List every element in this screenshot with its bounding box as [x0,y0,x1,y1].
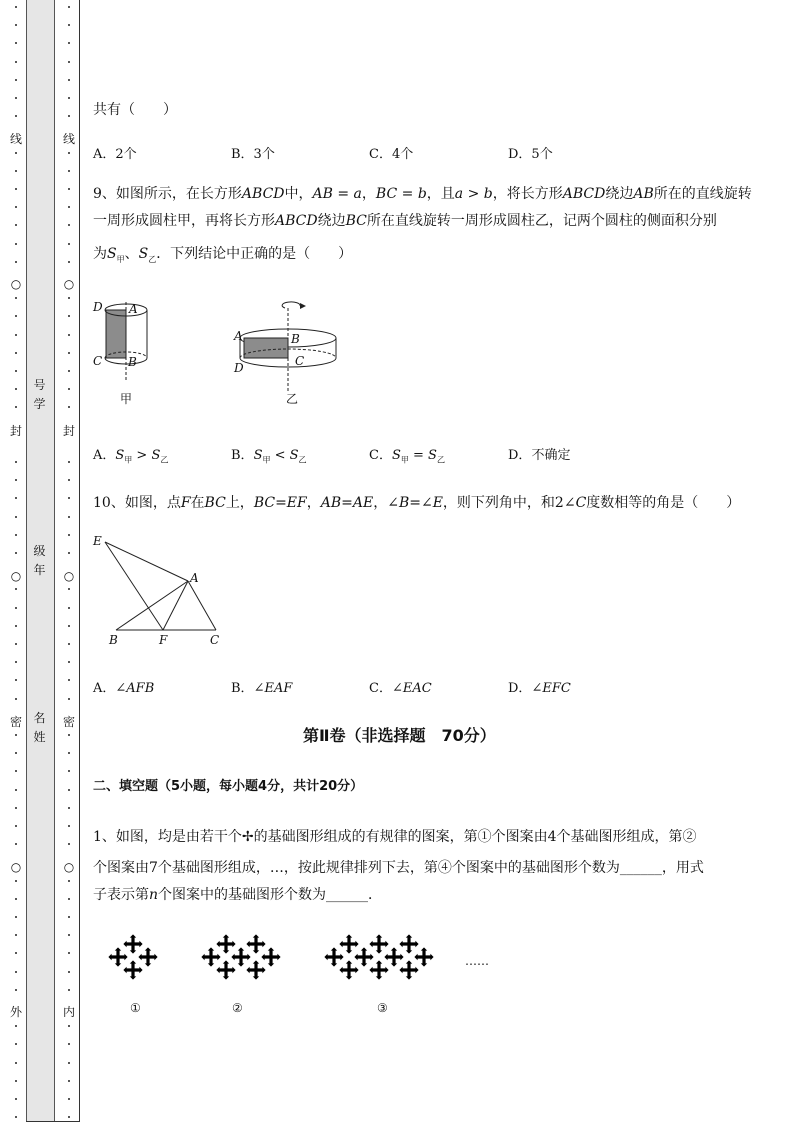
pattern-caption-1: ① [130,1001,141,1015]
jia-label-b: B [128,355,137,369]
pattern-piece [246,960,265,979]
binding-dot [68,607,70,609]
binding-dot [68,734,70,736]
pattern-piece [201,947,220,966]
q10-option-d: D．∠EFC [508,681,571,696]
binding-dot [15,261,17,263]
fill1-line-1: 1、如图，均是由若干个✢的基础图形组成的有规律的图案，第①个图案由4个基础图形组成，第② [93,829,697,845]
jia-label-d: D [93,300,103,314]
q9-option-c: C．$S_甲 = S_乙$ [369,448,445,465]
inner-label-nei: 内 [62,1005,75,1019]
binding-dot [15,388,17,390]
binding-dot [68,516,70,518]
pattern-piece [108,947,127,966]
yi-label-d: D [234,361,244,375]
binding-dot [68,42,70,44]
binding-dot [15,406,17,408]
tri-label-c: C [210,633,220,647]
tri-label-b: B [109,633,118,647]
binding-dot [68,643,70,645]
yi-label-c: C [295,354,305,368]
q10-text: 10、如图，点F在BC上，BC=EF，AB=AE，∠B=∠E，则下列角中，和2∠C度数相等的角是（ ） [93,495,741,511]
binding-dot [15,479,17,481]
pattern-figure-1 [106,932,168,982]
binding-dot [68,315,70,317]
q8-option-c: C．4个 [369,147,414,162]
pattern-ellipsis: …… [465,954,489,968]
pattern-caption-3: ③ [377,1001,388,1015]
binding-dot [15,170,17,172]
inner-dot-column [62,0,76,1123]
pattern-piece [354,947,373,966]
outer-label-xian: 线 [9,132,22,146]
name-field-label: 名姓 [33,711,46,744]
binding-dot [68,552,70,554]
binding-dot [68,679,70,681]
binding-dot [15,807,17,809]
binding-dot [15,1098,17,1100]
binding-dot [15,206,17,208]
yi-label-a: A [234,329,243,343]
triangle-figure [95,535,225,635]
binding-dot [15,607,17,609]
binding-dot [15,588,17,590]
binding-dot [68,61,70,63]
q9-option-a: A．$S_甲 > S_乙$ [93,448,169,465]
q9-line-2: 一周形成圆柱甲，再将长方形ABCD绕边BC所在直线旋转一周形成圆柱乙，记两个圆柱的侧面积分别 [93,213,717,229]
pattern-piece [339,960,358,979]
q8-tail-text: 共有（ ） [93,102,177,118]
binding-dot [15,770,17,772]
binding-dot [68,843,70,845]
binding-dot [15,334,17,336]
cylinder-yi-figure [230,298,350,398]
binding-dot [15,297,17,299]
inner-circle: ○ [63,277,75,291]
binding-dot [68,497,70,499]
pattern-piece [399,934,418,953]
binding-dot [68,206,70,208]
binding-dot [15,625,17,627]
binding-dot [68,916,70,918]
binding-dot [15,825,17,827]
binding-dot [68,461,70,463]
pattern-piece [324,947,343,966]
q10-option-a: A．∠AFB [93,681,155,696]
binding-dot [15,679,17,681]
q8-option-d: D．5个 [508,147,553,162]
binding-dot [68,115,70,117]
q10-option-b: B．∠EAF [231,681,293,696]
binding-dot [68,370,70,372]
pattern-piece [123,960,142,979]
pattern-piece [123,934,142,953]
tri-label-f: F [159,633,168,647]
binding-dot [15,188,17,190]
jia-caption: 甲 [120,392,133,406]
binding-dot [68,1098,70,1100]
binding-dot [15,552,17,554]
pattern-piece [231,947,250,966]
pattern-piece [369,960,388,979]
q8-option-b: B．3个 [231,147,275,162]
binding-dot [68,479,70,481]
binding-dot [15,698,17,700]
binding-dot [15,1043,17,1045]
binding-dot [68,297,70,299]
binding-dot [15,243,17,245]
binding-dot [15,734,17,736]
binding-dot [68,6,70,8]
outer-circle: ○ [10,277,22,291]
binding-dot [15,789,17,791]
binding-bottom-line [26,1121,80,1122]
binding-dot [68,152,70,154]
binding-dot [15,534,17,536]
binding-dot [15,661,17,663]
pattern-piece [216,934,235,953]
binding-dot [15,370,17,372]
binding-dot [68,24,70,26]
binding-dot [15,843,17,845]
binding-dot [68,934,70,936]
binding-dot [15,24,17,26]
binding-dot [68,79,70,81]
pattern-piece [384,947,403,966]
q9-line-3: 为$S_甲$、$S_乙$．下列结论中正确的是（ ） [93,246,353,264]
binding-dot [68,243,70,245]
binding-dot [15,61,17,63]
binding-dot [15,916,17,918]
pattern-caption-2: ② [232,1001,243,1015]
outer-label-wai: 外 [9,1005,22,1019]
pattern-figure-2 [199,932,291,982]
binding-dot [68,789,70,791]
binding-dot [15,516,17,518]
binding-dot [68,1062,70,1064]
binding-dot [15,315,17,317]
pattern-piece [399,960,418,979]
binding-dot [15,934,17,936]
inner-label-xian: 线 [62,132,75,146]
binding-dot [15,643,17,645]
jia-label-c: C [93,354,103,368]
binding-dot [68,588,70,590]
binding-dot [68,770,70,772]
binding-line [79,0,80,1122]
binding-dot [15,97,17,99]
outer-circle: ○ [10,860,22,874]
outer-circle: ○ [10,569,22,583]
binding-dot [68,807,70,809]
jia-label-a: A [129,302,138,316]
binding-dot [68,334,70,336]
binding-dot [68,97,70,99]
binding-dot [15,461,17,463]
inner-circle: ○ [63,860,75,874]
binding-dot [68,752,70,754]
binding-dot [15,352,17,354]
pattern-piece [261,947,280,966]
binding-dot [15,224,17,226]
binding-dot [15,497,17,499]
binding-dot [68,170,70,172]
binding-dot [15,989,17,991]
outer-label-feng: 封 [9,424,22,438]
pattern-piece [414,947,433,966]
inner-circle: ○ [63,569,75,583]
q10-option-c: C．∠EAC [369,681,432,696]
part2-title: 第Ⅱ卷（非选择题 70分） [303,726,496,745]
q8-option-a: A．2个 [93,147,137,162]
yi-label-b: B [291,332,300,346]
outer-label-mi: 密 [9,715,22,729]
binding-dot [68,625,70,627]
tri-label-a: A [190,571,199,585]
binding-dot [68,352,70,354]
section2-heading: 二、填空题（5小题，每小题4分，共计20分） [93,779,364,794]
grade-field-label: 级年 [33,544,46,577]
binding-dot [15,1025,17,1027]
pattern-piece [246,934,265,953]
binding-dot [68,534,70,536]
inner-label-mi: 密 [62,715,75,729]
binding-dot [68,1025,70,1027]
binding-dot [15,971,17,973]
binding-dot [68,224,70,226]
pattern-figure-3 [322,932,446,982]
binding-dot [68,971,70,973]
pattern-piece [138,947,157,966]
binding-dot [68,661,70,663]
binding-dot [68,952,70,954]
binding-dot [68,825,70,827]
binding-dot [15,6,17,8]
binding-dot [15,42,17,44]
binding-dot [15,880,17,882]
binding-dot [15,1062,17,1064]
binding-dot [15,79,17,81]
binding-dot [68,880,70,882]
binding-dot [68,261,70,263]
tri-label-e: E [93,534,102,548]
q9-line-1: 9、如图所示，在长方形ABCD中，AB = a，BC = b，且a > b，将长方形ABCD绕边AB所在的直线旋转 [93,186,752,202]
binding-dot [68,1080,70,1082]
binding-dot [15,152,17,154]
binding-dot [68,1116,70,1118]
pattern-piece [339,934,358,953]
binding-dot [68,388,70,390]
binding-dot [15,952,17,954]
binding-dot [68,1043,70,1045]
pattern-piece [369,934,388,953]
binding-dot [68,898,70,900]
binding-dot [15,1080,17,1082]
pattern-piece [216,960,235,979]
binding-dot [68,406,70,408]
q9-option-d: D．不确定 [508,448,571,463]
q9-option-b: B．$S_甲 < S_乙$ [231,448,307,465]
binding-dot [15,1116,17,1118]
binding-dot [68,188,70,190]
binding-dot [68,989,70,991]
fill1-line-3: 子表示第n个图案中的基础图形个数为______． [93,887,383,903]
binding-dot [15,752,17,754]
yi-caption: 乙 [286,392,299,406]
binding-dot [68,698,70,700]
inner-label-feng: 封 [62,424,75,438]
outer-dot-column [9,0,23,1123]
binding-dot [15,115,17,117]
fill1-line-2: 个图案由7个基础图形组成，…，按此规律排列下去，第④个图案中的基础图形个数为______，用式 [93,860,704,876]
student-id-field-label: 号学 [33,378,46,411]
binding-dot [15,898,17,900]
